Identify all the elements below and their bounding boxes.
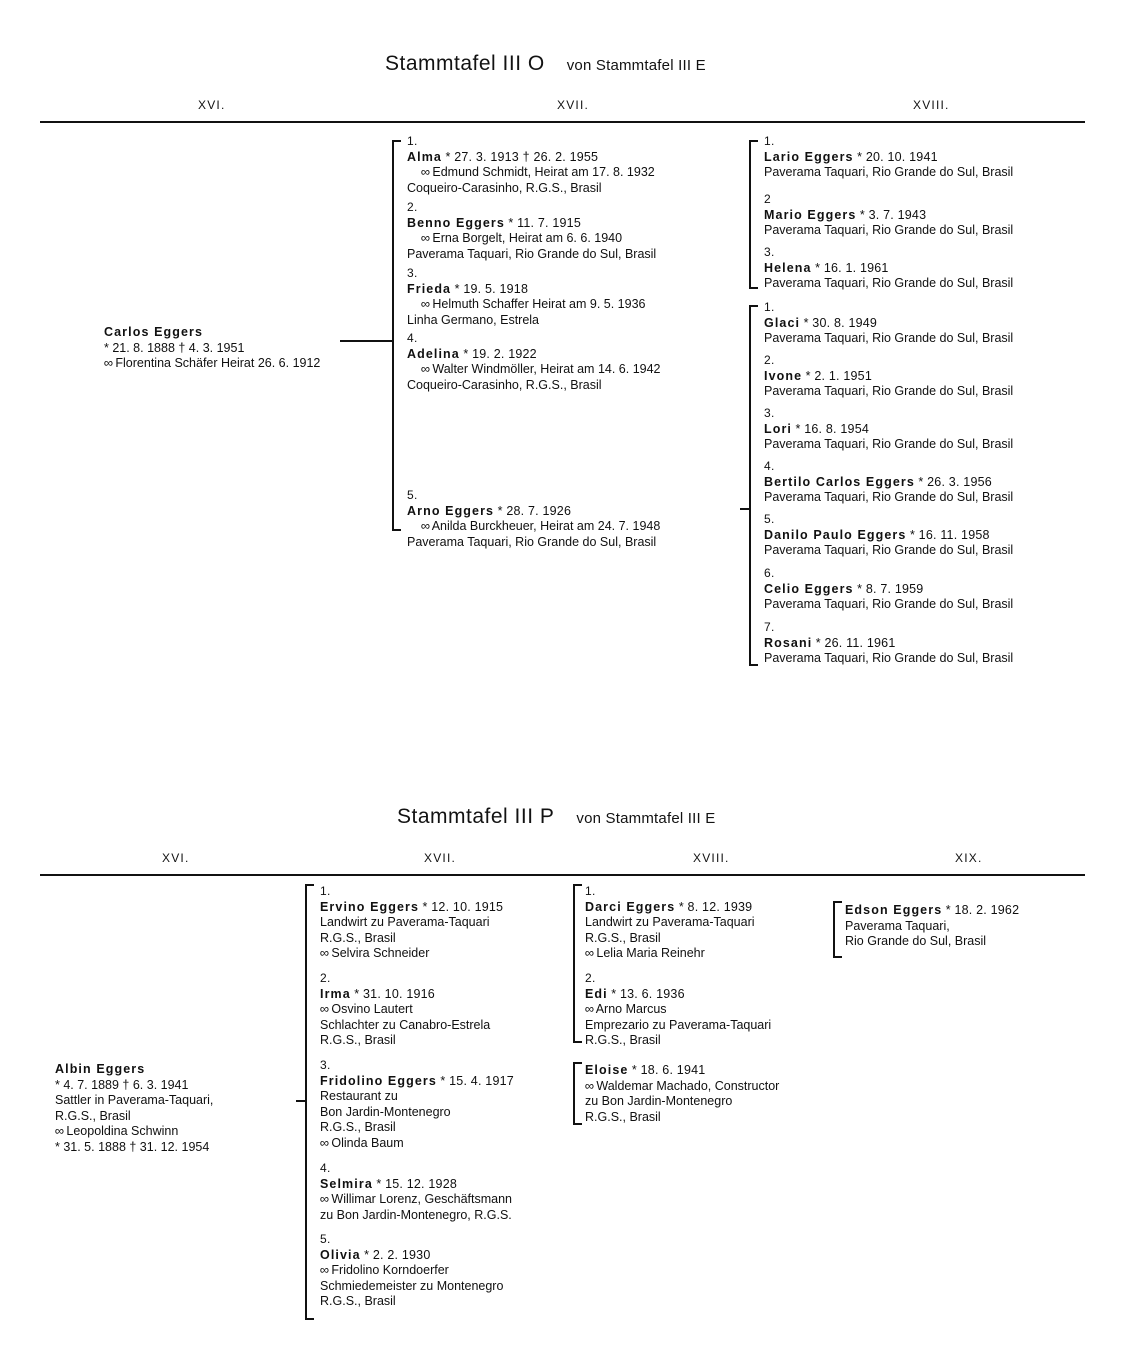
person-dates: * 15. 12. 1928 <box>376 1176 458 1191</box>
person-detail-line: Paverama Taquari, Rio Grande do Sul, Brasil <box>764 384 1014 398</box>
person-entry <box>764 566 1013 613</box>
person-dates: * 3. 7. 1943 <box>859 207 927 222</box>
person-name: Arno Eggers <box>407 503 495 518</box>
brace-tip-top <box>573 884 582 886</box>
person-entry <box>764 300 1013 347</box>
generation-label-xvi: XVI. <box>198 98 226 112</box>
person-dates: * 8. 12. 1939 <box>678 899 753 914</box>
entry-number: 5. <box>320 1232 331 1246</box>
brace-tip-bottom <box>305 1318 314 1320</box>
entry-number: 2. <box>585 971 596 985</box>
person-detail-line: ∞ Arno Marcus <box>584 1002 667 1016</box>
person-detail-line: Paverama Taquari, Rio Grande do Sul, Brasil <box>407 246 657 261</box>
person-name: Olivia <box>320 1247 361 1262</box>
person-entry <box>764 620 1013 667</box>
person-dates: * 2. 1. 1951 <box>805 368 872 383</box>
generation-label-xvii: XVII. <box>557 98 590 112</box>
header-rule <box>40 121 1085 123</box>
brace-tip-bottom <box>749 287 758 289</box>
sibling-brace-xix <box>833 901 835 957</box>
brace-tip-bottom <box>573 1123 582 1125</box>
person-dates: * 11. 7. 1915 <box>508 215 581 230</box>
person-detail-line: ∞ Leopoldina Schwinn <box>54 1124 179 1138</box>
person-entry <box>320 884 503 962</box>
person-detail-line: R.G.S., Brasil <box>320 930 396 945</box>
person-name: Edson Eggers <box>845 903 943 917</box>
brace-tip-top <box>749 305 758 307</box>
person-detail-line: ∞ Osvino Lautert <box>319 1002 413 1016</box>
person-detail-line: ∞ Lelia Maria Reinehr <box>584 946 705 960</box>
person-detail-line: Paverama Taquari, Rio Grande do Sul, Brasil <box>764 437 1014 451</box>
person-detail-line: Schmiedemeister zu Montenegro <box>320 1278 504 1293</box>
person-detail-line: R.G.S., Brasil <box>585 1033 661 1047</box>
person-detail-line: Paverama Taquari, <box>845 918 950 933</box>
person-entry <box>845 903 1019 950</box>
person-dates: * 8. 7. 1959 <box>857 581 924 596</box>
person-dates: * 16. 11. 1958 <box>909 527 990 542</box>
person-detail-line: zu Bon Jardin-Montenegro, R.G.S. <box>320 1207 512 1222</box>
brace-tip-bottom <box>833 956 842 958</box>
person-detail-line: ∞ Edmund Schmidt, Heirat am 17. 8. 1932 <box>420 165 655 179</box>
person-dates: * 19. 2. 1922 <box>463 346 537 361</box>
person-entry <box>320 1058 514 1151</box>
person-detail-line: R.G.S., Brasil <box>585 930 661 945</box>
brace-tip-bottom <box>749 664 758 666</box>
brace-tip-top <box>573 1062 582 1064</box>
person-name: Eloise <box>585 1063 629 1077</box>
person-detail-line: R.G.S., Brasil <box>585 1109 661 1124</box>
entry-number: 4. <box>407 331 418 345</box>
person-detail-line: Landwirt zu Paverama-Taquari <box>320 915 490 929</box>
person-detail-line: ∞ Olinda Baum <box>319 1135 404 1150</box>
person-detail-line: Linha Germano, Estrela <box>407 312 540 327</box>
chart-subtitle-text: von Stammtafel III E <box>566 57 706 74</box>
person-entry <box>764 459 1013 506</box>
person-name: Ivone <box>764 368 803 383</box>
entry-number: 2. <box>320 971 331 985</box>
person-name: Rosani <box>764 635 813 650</box>
person-dates: * 26. 11. 1961 <box>815 635 896 650</box>
person-detail-line: Rio Grande do Sul, Brasil <box>845 934 987 948</box>
person-name: Selmira <box>320 1176 373 1191</box>
person-detail-line: Sattler in Paverama-Taquari, <box>55 1093 214 1107</box>
person-detail-line: Paverama Taquari, Rio Grande do Sul, Brasil <box>764 651 1014 665</box>
person-detail-line: ∞ Fridolino Korndoerfer <box>319 1263 449 1277</box>
person-detail-line: R.G.S., Brasil <box>55 1108 131 1123</box>
generation-label-xviii: XVIII. <box>693 851 730 865</box>
person-dates: * 20. 10. 1941 <box>857 149 938 164</box>
person-detail-line: Paverama Taquari, Rio Grande do Sul, Brasil <box>764 490 1014 504</box>
person-entry <box>764 353 1013 400</box>
person-detail-line: Restaurant zu <box>320 1089 398 1103</box>
person-name: Edi <box>585 986 608 1001</box>
entry-number: 2. <box>407 200 418 214</box>
person-dates: * 13. 6. 1936 <box>611 986 685 1001</box>
person-name: Ervino Eggers <box>320 899 420 914</box>
person-albin-eggers <box>55 1062 213 1155</box>
generation-label-xvii: XVII. <box>424 851 457 865</box>
chart-title-text: Stammtafel III O <box>385 52 545 75</box>
person-dates: * 16. 1. 1961 <box>815 260 889 275</box>
entry-number: 4. <box>764 459 775 473</box>
person-entry <box>407 266 645 328</box>
person-detail-line: ∞ Anilda Burckheuer, Heirat am 24. 7. 1948 <box>420 519 661 533</box>
person-name: Helena <box>764 260 812 275</box>
entry-number: 1. <box>407 134 418 148</box>
person-detail-line: * 31. 5. 1888 † 31. 12. 1954 <box>55 1139 210 1154</box>
generation-label-xviii: XVIII. <box>913 98 950 112</box>
person-name: Mario Eggers <box>764 207 857 222</box>
entry-number: 4. <box>320 1161 331 1175</box>
brace-tip-top <box>833 901 842 903</box>
chart-title-III-P <box>397 805 715 829</box>
person-detail-line: * 21. 8. 1888 † 4. 3. 1951 <box>104 340 245 355</box>
person-detail-line: ∞ Erna Borgelt, Heirat am 6. 6. 1940 <box>420 231 623 245</box>
person-detail-line: R.G.S., Brasil <box>320 1033 396 1047</box>
person-entry <box>764 245 1013 292</box>
person-entry <box>407 488 660 550</box>
header-rule <box>40 874 1085 876</box>
person-detail-line: Paverama Taquari, Rio Grande do Sul, Brasil <box>764 165 1014 179</box>
chart-title-text: Stammtafel III P <box>397 805 555 828</box>
person-dates: * 2. 2. 1930 <box>364 1247 431 1262</box>
brace-tip-top <box>305 884 314 886</box>
person-detail-line: Schlachter zu Canabro-Estrela <box>320 1017 491 1032</box>
person-detail-line: Paverama Taquari, Rio Grande do Sul, Brasil <box>407 534 657 549</box>
sibling-brace-xviii-a <box>573 884 575 1042</box>
person-detail-line: R.G.S., Brasil <box>320 1120 396 1134</box>
sibling-brace-xvii <box>392 140 394 530</box>
brace-tip-bottom <box>392 529 401 531</box>
brace-tip-top <box>749 140 758 142</box>
entry-number: 1. <box>764 134 775 148</box>
brace-connector <box>340 340 392 342</box>
entry-number: 7. <box>764 620 775 634</box>
person-name: Glaci <box>764 315 801 330</box>
person-name: Bertilo Carlos Eggers <box>764 474 915 489</box>
person-dates: * 18. 2. 1962 <box>945 903 1020 917</box>
entry-number: 1. <box>585 884 596 898</box>
person-detail-line: ∞ Selvira Schneider <box>319 946 430 960</box>
person-entry <box>764 192 1013 239</box>
person-detail-line: Paverama Taquari, Rio Grande do Sul, Brasil <box>764 223 1014 237</box>
person-dates: * 15. 4. 1917 <box>440 1073 514 1088</box>
person-name: Carlos Eggers <box>104 325 204 339</box>
chart-subtitle-text: von Stammtafel III E <box>576 810 716 827</box>
person-dates: * 27. 3. 1913 † 26. 2. 1955 <box>445 149 599 164</box>
person-entry <box>407 200 656 262</box>
entry-number: 5. <box>764 512 775 526</box>
person-detail-line: zu Bon Jardin-Montenegro <box>585 1094 733 1108</box>
person-detail-line: Paverama Taquari, Rio Grande do Sul, Brasil <box>764 597 1014 611</box>
entry-number: 5. <box>407 488 418 502</box>
person-entry <box>764 134 1013 181</box>
person-entry <box>320 1161 512 1223</box>
person-entry <box>585 884 755 962</box>
person-entry <box>407 134 655 196</box>
person-name: Frieda <box>407 281 452 296</box>
person-dates: * 16. 8. 1954 <box>795 421 869 436</box>
person-name: Celio Eggers <box>764 581 854 596</box>
person-entry <box>320 971 490 1049</box>
chart-title-III-O <box>385 52 706 76</box>
person-dates: * 28. 7. 1926 <box>497 503 572 518</box>
person-detail-line: ∞ Waldemar Machado, Constructor <box>584 1078 780 1093</box>
person-name: Fridolino Eggers <box>320 1073 437 1088</box>
brace-connector <box>740 508 750 510</box>
brace-tip-top <box>392 140 401 142</box>
person-detail-line: Coqueiro-Carasinho, R.G.S., Brasil <box>407 180 602 195</box>
sibling-brace-xviii-b <box>573 1062 575 1124</box>
person-name: Lario Eggers <box>764 149 854 164</box>
brace-tip-bottom <box>573 1041 582 1043</box>
entry-number: 1. <box>320 884 331 898</box>
person-detail-line: Paverama Taquari, Rio Grande do Sul, Brasil <box>764 543 1014 557</box>
person-dates: * 18. 6. 1941 <box>631 1063 706 1077</box>
person-entry <box>320 1232 503 1310</box>
person-detail-line: ∞ Helmuth Schaffer Heirat am 9. 5. 1936 <box>420 297 646 311</box>
generation-label-xvi: XVI. <box>162 851 190 865</box>
generation-label-xix: XIX. <box>955 851 983 865</box>
person-entry <box>764 512 1013 559</box>
person-detail-line: Bon Jardin-Montenegro <box>320 1104 451 1119</box>
person-entry <box>764 406 1013 453</box>
person-dates: * 31. 10. 1916 <box>354 986 435 1001</box>
person-detail-line: Coqueiro-Carasinho, R.G.S., Brasil <box>407 377 602 392</box>
entry-number: 2 <box>764 192 771 206</box>
person-name: Albin Eggers <box>55 1062 146 1076</box>
entry-number: 3. <box>764 406 775 420</box>
person-dates: * 12. 10. 1915 <box>422 899 504 914</box>
person-name: Irma <box>320 986 351 1001</box>
person-detail-line: Paverama Taquari, Rio Grande do Sul, Brasil <box>764 276 1014 290</box>
person-name: Lori <box>764 421 793 436</box>
person-dates: * 19. 5. 1918 <box>454 281 529 296</box>
person-detail-line: R.G.S., Brasil <box>320 1294 396 1308</box>
person-detail-line: * 4. 7. 1889 † 6. 3. 1941 <box>55 1077 189 1092</box>
person-entry <box>585 971 771 1049</box>
person-dates: * 26. 3. 1956 <box>918 474 992 489</box>
person-name: Darci Eggers <box>585 899 676 914</box>
entry-number: 3. <box>764 245 775 259</box>
entry-number: 3. <box>407 266 418 280</box>
person-detail-line: Landwirt zu Paverama-Taquari <box>585 915 755 929</box>
brace-connector <box>296 1100 306 1102</box>
person-name: Benno Eggers <box>407 215 505 230</box>
person-name: Adelina <box>407 346 460 361</box>
person-entry <box>407 331 661 393</box>
entry-number: 1. <box>764 300 775 314</box>
person-detail-line: ∞ Walter Windmöller, Heirat am 14. 6. 1942 <box>420 362 661 376</box>
sibling-brace-xviii-b <box>749 305 751 665</box>
person-carlos-eggers <box>104 325 320 372</box>
person-entry <box>585 1063 779 1125</box>
person-dates: * 30. 8. 1949 <box>803 315 878 330</box>
person-name: Alma <box>407 149 442 164</box>
person-detail-line: Emprezario zu Paverama-Taquari <box>585 1017 772 1032</box>
sibling-brace-xviii-a <box>749 140 751 288</box>
entry-number: 6. <box>764 566 775 580</box>
entry-number: 2. <box>764 353 775 367</box>
person-detail-line: ∞ Willimar Lorenz, Geschäftsmann <box>319 1192 513 1206</box>
person-detail-line: Paverama Taquari, Rio Grande do Sul, Brasil <box>764 331 1014 345</box>
entry-number: 3. <box>320 1058 331 1072</box>
person-detail-line: ∞ Florentina Schäfer Heirat 26. 6. 1912 <box>103 356 321 370</box>
person-name: Danilo Paulo Eggers <box>764 527 907 542</box>
